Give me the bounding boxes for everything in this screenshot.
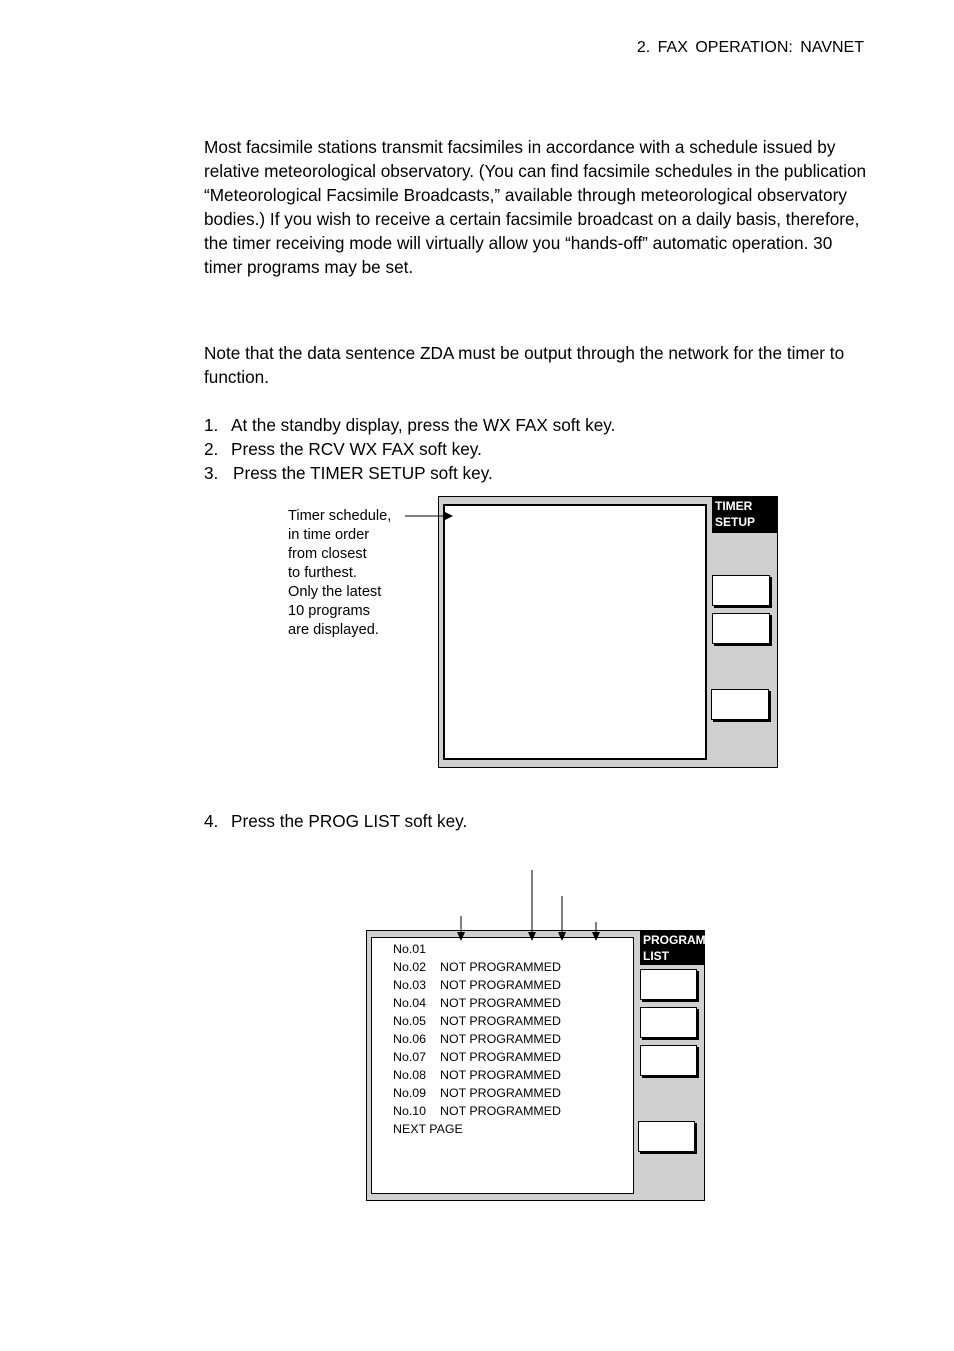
next-page-link[interactable]: NEXT PAGE [393, 1122, 463, 1136]
program-number: No.08 [393, 1068, 427, 1082]
program-status: NOT PROGRAMMED [440, 1032, 561, 1046]
callout-line: are displayed. [288, 622, 379, 638]
step-text: Press the RCV WX FAX soft key. [231, 439, 482, 459]
callout-line: 10 programs [288, 603, 370, 619]
callout-line: Only the latest [288, 584, 382, 600]
step-number: 1. [204, 415, 219, 435]
step-number: 3. [204, 463, 219, 483]
program-number: No.07 [393, 1050, 427, 1064]
program-number: No.10 [393, 1104, 427, 1118]
step-text: Press the TIMER SETUP soft key. [233, 463, 493, 483]
title-line: LIST [643, 949, 669, 963]
step-text: At the standby display, press the WX FAX soft key. [231, 415, 616, 435]
program-status: NOT PROGRAMMED [440, 1050, 561, 1064]
step-number: 2. [204, 439, 219, 459]
intro-paragraph: Most facsimile stations transmit facsimiles in accordance with a schedule issued by relative meteorological observatory. (You can find facsimile schedules in the publication “Meteorological Facsimile Broadcasts,” available through meteorological observatory bodies.) If you wish to receive a certain facsimile broadcast on a daily basis, therefore, the timer receiving mode will virtually allow you “hands-off” automatic operation. 30 timer programs may be set. [204, 137, 867, 277]
title-line: SETUP [715, 515, 756, 529]
program-status: NOT PROGRAMMED [440, 1104, 561, 1118]
program-number: No.03 [393, 978, 427, 992]
program-status: NOT PROGRAMMED [440, 996, 561, 1010]
arrowhead-icon [457, 932, 465, 941]
callout-line: from closest [288, 546, 367, 562]
program-number: No.05 [393, 1014, 427, 1028]
program-number: No.04 [393, 996, 427, 1010]
step-text: Press the PROG LIST soft key. [231, 811, 468, 831]
program-number: No.01 [393, 942, 427, 956]
program-number: No.06 [393, 1032, 427, 1046]
title-line: PROGRAM [643, 933, 706, 947]
callout-line: in time order [288, 527, 370, 543]
program-status: NOT PROGRAMMED [440, 1014, 561, 1028]
arrowhead-icon [558, 932, 566, 941]
program-status: NOT PROGRAMMED [440, 960, 561, 974]
arrowhead-icon [592, 932, 600, 941]
step-number: 4. [204, 811, 219, 831]
program-number: No.02 [393, 960, 427, 974]
arrowhead-icon [528, 932, 536, 941]
callout-line: Timer schedule, [288, 508, 392, 524]
program-status: NOT PROGRAMMED [440, 978, 561, 992]
program-status: NOT PROGRAMMED [440, 1086, 561, 1100]
title-line: TIMER [715, 499, 753, 513]
note-paragraph: Note that the data sentence ZDA must be output through the network for the timer to function. [204, 343, 845, 387]
page-header: 2. FAX OPERATION: NAVNET [636, 39, 864, 56]
arrowhead-icon [445, 512, 453, 520]
program-status: NOT PROGRAMMED [440, 1068, 561, 1082]
program-number: No.09 [393, 1086, 427, 1100]
callout-line: to furthest. [288, 565, 357, 581]
